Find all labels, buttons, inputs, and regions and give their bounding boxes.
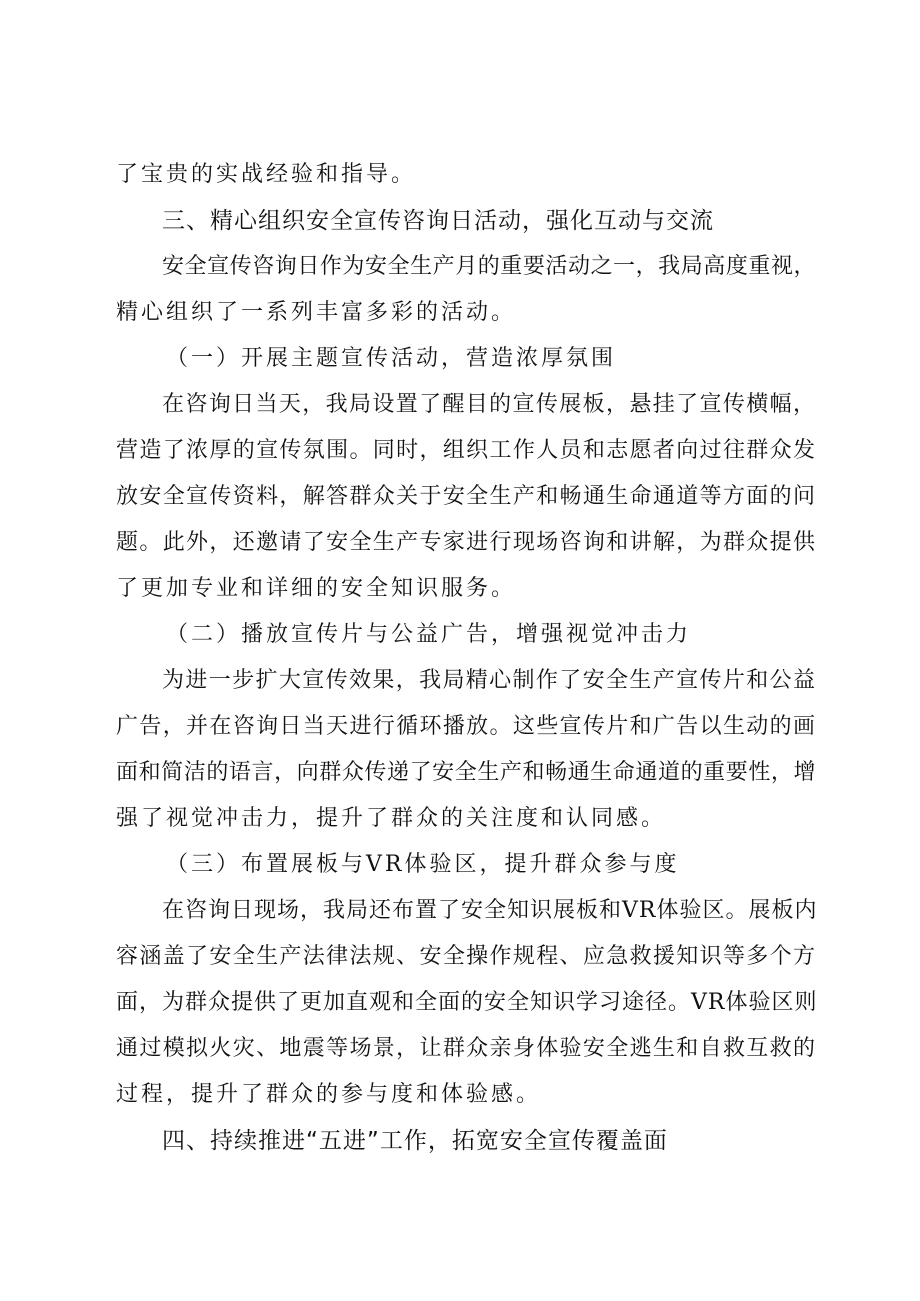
body-line: 放安全宣传资料，解答群众关于安全生产和畅通生命通道等方面的问: [116, 484, 816, 509]
body-line: 安全宣传咨询日作为安全生产月的重要活动之一，我局高度重视，: [162, 254, 816, 279]
body-line: 营造了浓厚的宣传氛围。同时，组织工作人员和志愿者向过往群众发: [116, 438, 816, 463]
body-line: 题。此外，还邀请了安全生产专家进行现场咨询和讲解，为群众提供: [116, 530, 816, 555]
subsection-heading-2: （二）播放宣传片与公益广告，增强视觉冲击力: [166, 622, 692, 647]
body-line: 精心组织了一系列丰富多彩的活动。: [116, 300, 517, 325]
body-line: 在咨询日现场，我局还布置了安全知识展板和VR体验区。展板内: [162, 898, 818, 923]
body-line: 在咨询日当天，我局设置了醒目的宣传展板，悬挂了宣传横幅，: [162, 392, 816, 417]
body-line: 了宝贵的实战经验和指导。: [116, 162, 417, 187]
body-line: 容涵盖了安全生产法律法规、安全操作规程、应急救援知识等多个方: [116, 944, 816, 969]
body-line: 通过模拟火灾、地震等场景，让群众亲身体验安全逃生和自救互救的: [116, 1036, 816, 1061]
body-line: 为进一步扩大宣传效果，我局精心制作了安全生产宣传片和公益: [162, 668, 816, 693]
body-line: 强了视觉冲击力，提升了群众的关注度和认同感。: [116, 806, 667, 831]
subsection-heading-1: （一）开展主题宣传活动，营造浓厚氛围: [166, 346, 617, 371]
subsection-heading-3: （三）布置展板与VR体验区，提升群众参与度: [166, 852, 680, 877]
body-line: 广告，并在咨询日当天进行循环播放。这些宣传片和广告以生动的画: [116, 714, 816, 739]
body-line: 面，为群众提供了更加直观和全面的安全知识学习途径。VR体验区则: [116, 990, 818, 1015]
section-heading-3: 三、精心组织安全宣传咨询日活动，强化互动与交流: [162, 208, 714, 234]
body-line: 面和简洁的语言，向群众传递了安全生产和畅通生命通道的重要性，增: [116, 760, 816, 785]
section-heading-4: 四、持续推进“五进”工作，拓宽安全宣传覆盖面: [162, 1128, 668, 1154]
body-line: 过程，提升了群众的参与度和体验感。: [116, 1082, 542, 1107]
body-line: 了更加专业和详细的安全知识服务。: [116, 576, 517, 601]
